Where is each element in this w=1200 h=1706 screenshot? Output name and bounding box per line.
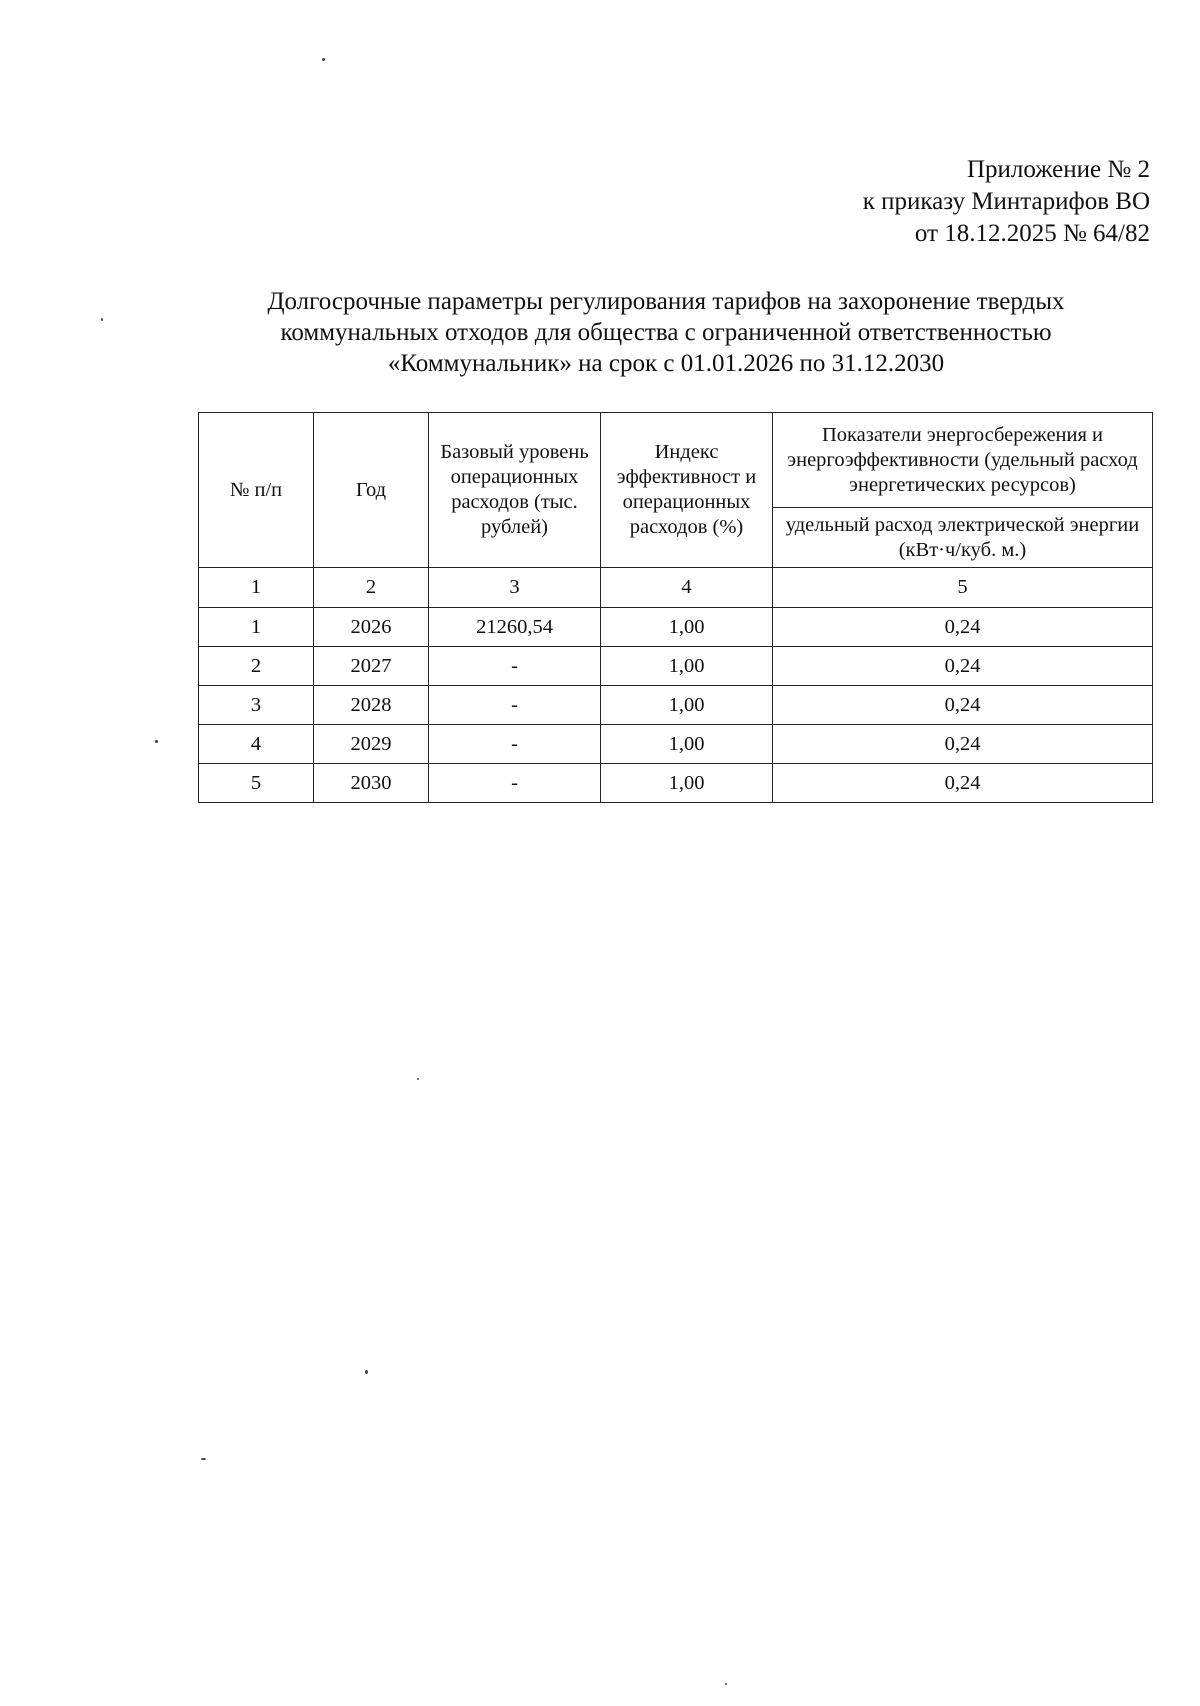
cell-num: 2 (199, 647, 314, 686)
cell-index: 1,00 (601, 725, 773, 764)
cell-num: 3 (199, 686, 314, 725)
cell-num: 1 (199, 608, 314, 647)
header-energy-group: Показатели энергосбережения и энергоэффективности (удельный расход энергетических ресурсов) (773, 413, 1153, 508)
appendix-order: к приказу Минтарифов ВО (862, 188, 1150, 215)
table-row (199, 608, 1153, 647)
scan-speck (725, 1683, 727, 1685)
scan-speck (155, 740, 158, 743)
table-row (199, 725, 1153, 764)
cell-energy: 0,24 (773, 608, 1153, 647)
parameters-table (198, 412, 1153, 803)
table-header-row (199, 413, 1153, 508)
column-number: 3 (429, 568, 601, 608)
column-number: 2 (314, 568, 429, 608)
cell-year: 2029 (314, 725, 429, 764)
cell-num: 4 (199, 725, 314, 764)
title-line-1: Долгосрочные параметры регулирования тарифов на захоронение твердых (267, 288, 1065, 315)
cell-year: 2026 (314, 608, 429, 647)
appendix-date: от 18.12.2025 № 64/82 (914, 220, 1150, 247)
cell-index: 1,00 (601, 608, 773, 647)
scan-speck (417, 1078, 419, 1080)
header-year: Год (314, 413, 429, 568)
cell-base-cost: - (429, 725, 601, 764)
header-efficiency-index: Индекс эффективност и операционных расходов (%) (601, 413, 773, 568)
document-title (200, 286, 1132, 379)
cell-energy: 0,24 (773, 764, 1153, 803)
appendix-reference (863, 154, 1150, 250)
title-line-2: коммунальных отходов для общества с ограниченной ответственностью (280, 319, 1052, 346)
cell-year: 2030 (314, 764, 429, 803)
cell-base-cost: - (429, 686, 601, 725)
column-number: 1 (199, 568, 314, 608)
cell-index: 1,00 (601, 647, 773, 686)
cell-index: 1,00 (601, 686, 773, 725)
column-number: 5 (773, 568, 1153, 608)
cell-year: 2027 (314, 647, 429, 686)
scan-speck (101, 318, 103, 321)
cell-energy: 0,24 (773, 725, 1153, 764)
cell-year: 2028 (314, 686, 429, 725)
cell-base-cost: 21260,54 (429, 608, 601, 647)
header-num: № п/п (199, 413, 314, 568)
cell-energy: 0,24 (773, 686, 1153, 725)
cell-base-cost: - (429, 647, 601, 686)
column-number-row (199, 568, 1153, 608)
scan-speck (365, 1370, 368, 1374)
table-row (199, 647, 1153, 686)
cell-num: 5 (199, 764, 314, 803)
title-line-3: «Коммунальник» на срок с 01.01.2026 по 31.12.2030 (387, 350, 945, 377)
appendix-number: Приложение № 2 (966, 156, 1150, 183)
column-number: 4 (601, 568, 773, 608)
cell-base-cost: - (429, 764, 601, 803)
header-base-cost: Базовый уровень операционных расходов (тыс. рублей) (429, 413, 601, 568)
scan-speck (201, 1458, 206, 1460)
cell-energy: 0,24 (773, 647, 1153, 686)
table-row (199, 686, 1153, 725)
header-energy-sub: удельный расход электрической энергии (кВт·ч/куб. м.) (773, 508, 1153, 568)
scan-speck (322, 58, 325, 61)
table-row (199, 764, 1153, 803)
cell-index: 1,00 (601, 764, 773, 803)
